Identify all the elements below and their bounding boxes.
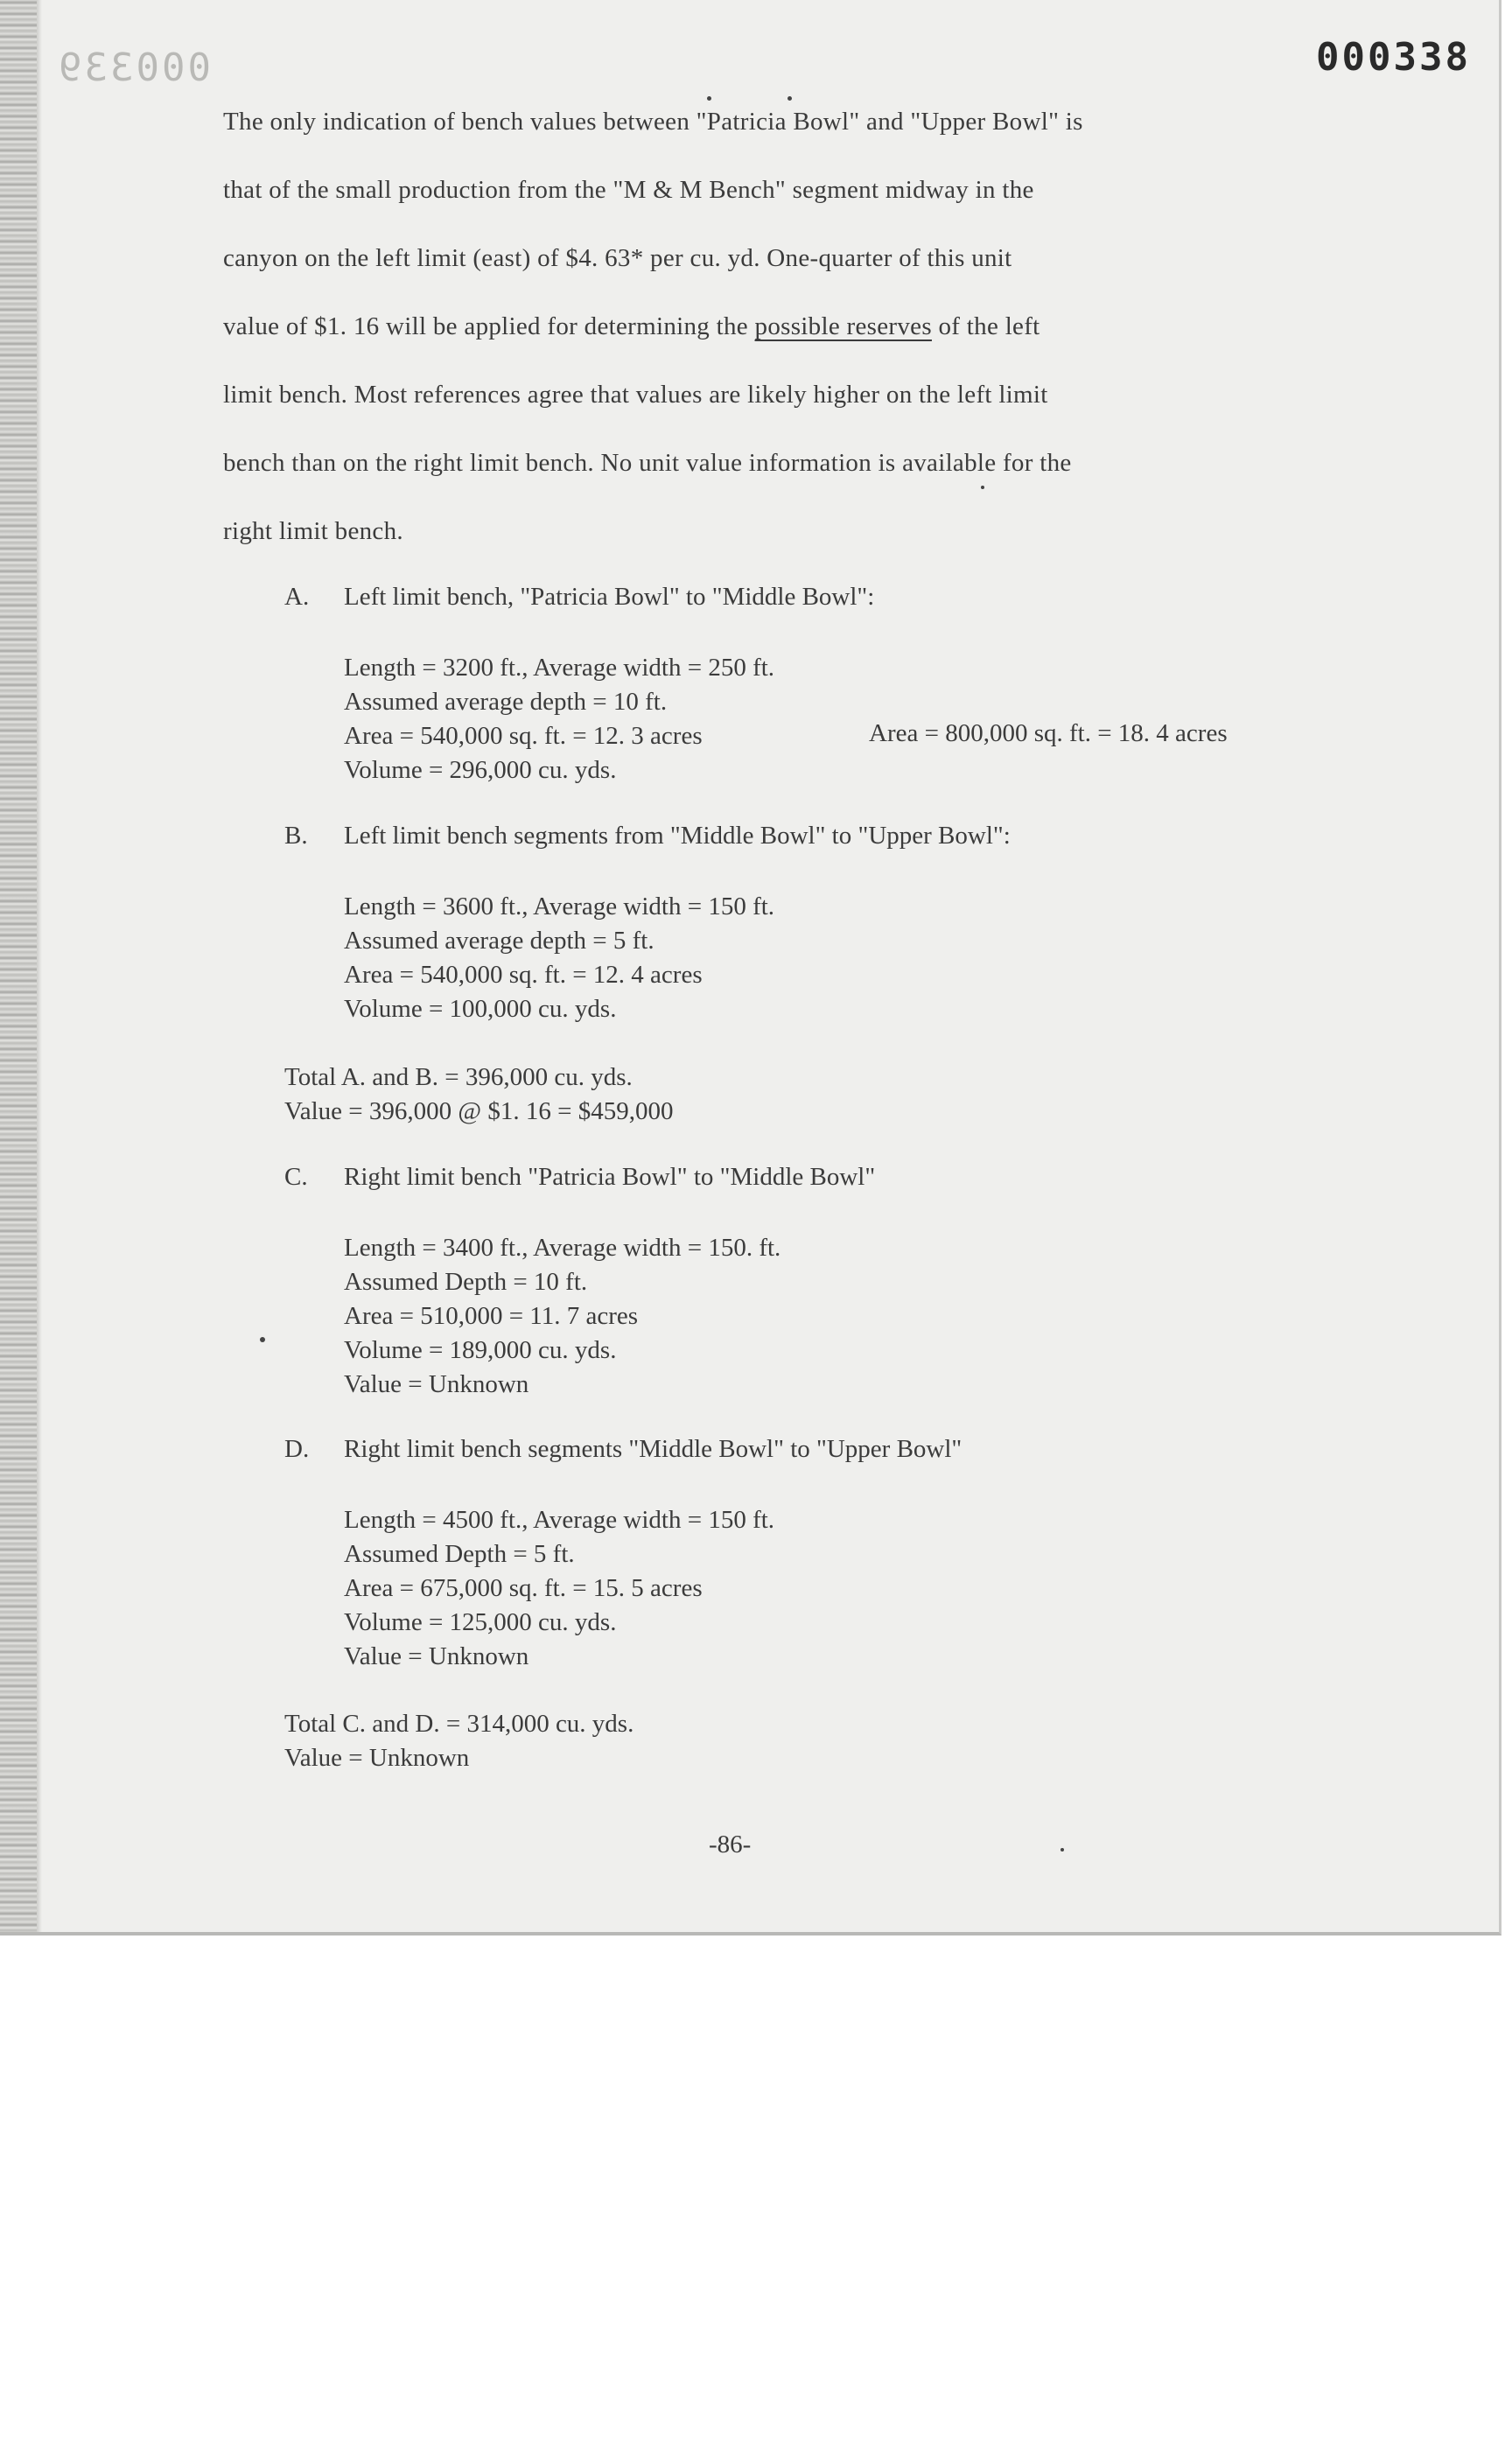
- total-c-d-volume: Total C. and D. = 314,000 cu. yds.: [284, 1710, 634, 1738]
- intro-line-2: that of the small production from the "M & M Bench" segment midway in the: [223, 176, 1034, 204]
- section-d-value: Value = Unknown: [344, 1642, 529, 1670]
- section-b-volume: Volume = 100,000 cu. yds.: [344, 995, 617, 1023]
- section-a-letter: A.: [284, 583, 310, 611]
- section-c-heading: [284, 1163, 875, 1192]
- section-b-letter: B.: [284, 822, 308, 850]
- scan-speck: [981, 486, 984, 489]
- total-c-d-value: Value = Unknown: [284, 1744, 470, 1772]
- section-c-details: [344, 1231, 780, 1402]
- section-b-length: Length = 3600 ft., Average width = 150 ft.: [344, 892, 775, 920]
- section-d-heading: [284, 1435, 962, 1464]
- section-c-area: Area = 510,000 = 11. 7 acres: [344, 1302, 639, 1330]
- document-number: 000338: [1316, 35, 1471, 80]
- section-c-depth: Assumed Depth = 10 ft.: [344, 1268, 588, 1296]
- section-c-value: Value = Unknown: [344, 1370, 529, 1398]
- section-a-depth: Assumed average depth = 10 ft.: [344, 688, 668, 716]
- intro-line-1: The only indication of bench values between "Patricia Bowl" and "Upper Bowl" is: [223, 108, 1083, 136]
- section-a-area-alt: Area = 800,000 sq. ft. = 18. 4 acres: [869, 719, 1228, 747]
- section-d-depth: Assumed Depth = 5 ft.: [344, 1540, 575, 1568]
- intro-line-4: [223, 308, 1369, 376]
- total-c-d: [284, 1707, 634, 1775]
- page-number: -86-: [709, 1830, 752, 1858]
- bleed-through-doc-number: 000339: [56, 46, 211, 90]
- section-a-area: Area = 540,000 sq. ft. = 12. 3 acres: [344, 722, 703, 750]
- section-c-length: Length = 3400 ft., Average width = 150. ft.: [344, 1234, 781, 1262]
- section-c-volume: Volume = 189,000 cu. yds.: [344, 1336, 617, 1364]
- section-b-title: Left limit bench segments from "Middle Bowl" to "Upper Bowl":: [344, 822, 1011, 850]
- section-d-volume: Volume = 125,000 cu. yds.: [344, 1608, 617, 1636]
- intro-line-3: canyon on the left limit (east) of $4. 63* per cu. yd. One-quarter of this unit: [223, 244, 1012, 272]
- intro-line-4-pre: value of $1. 16 will be applied for determining the: [223, 312, 755, 340]
- section-b-heading: [284, 822, 1011, 850]
- total-a-b-value: Value = 396,000 @ $1. 16 = $459,000: [284, 1097, 674, 1125]
- scan-speck: [707, 96, 711, 101]
- section-c-title: Right limit bench "Patricia Bowl" to "Middle Bowl": [344, 1163, 876, 1191]
- binding-strip: [0, 0, 37, 1932]
- scan-speck: [788, 96, 792, 101]
- intro-paragraph: [223, 103, 1369, 581]
- section-d-title: Right limit bench segments "Middle Bowl" to "Upper Bowl": [344, 1435, 962, 1463]
- intro-line-6: bench than on the right limit bench. No unit value information is available for the: [223, 449, 1072, 477]
- binding-shadow: [37, 0, 42, 1932]
- section-c-letter: C.: [284, 1163, 308, 1191]
- section-a-length: Length = 3200 ft., Average width = 250 ft.: [344, 654, 775, 682]
- intro-line-4-post: of the left: [931, 312, 1040, 340]
- section-a-title: Left limit bench, "Patricia Bowl" to "Middle Bowl":: [344, 583, 875, 611]
- total-a-b-volume: Total A. and B. = 396,000 cu. yds.: [284, 1063, 633, 1091]
- section-a-volume: Volume = 296,000 cu. yds.: [344, 756, 617, 784]
- section-d-length: Length = 4500 ft., Average width = 150 ft.: [344, 1506, 775, 1534]
- total-a-b: [284, 1060, 673, 1129]
- section-a-heading: [284, 583, 874, 612]
- scan-speck: [1060, 1848, 1064, 1852]
- intro-line-5: limit bench. Most references agree that values are likely higher on the left limit: [223, 381, 1048, 409]
- section-b-details: [344, 890, 774, 1026]
- possible-reserves-underlined: possible reserves: [754, 312, 932, 340]
- scan-speck: [260, 1337, 265, 1342]
- intro-line-7: right limit bench.: [223, 517, 403, 545]
- section-d-details: [344, 1503, 774, 1674]
- section-b-area: Area = 540,000 sq. ft. = 12. 4 acres: [344, 961, 703, 989]
- section-a-details: [344, 651, 774, 788]
- section-b-depth: Assumed average depth = 5 ft.: [344, 927, 654, 955]
- section-d-area: Area = 675,000 sq. ft. = 15. 5 acres: [344, 1574, 703, 1602]
- section-d-letter: D.: [284, 1435, 310, 1463]
